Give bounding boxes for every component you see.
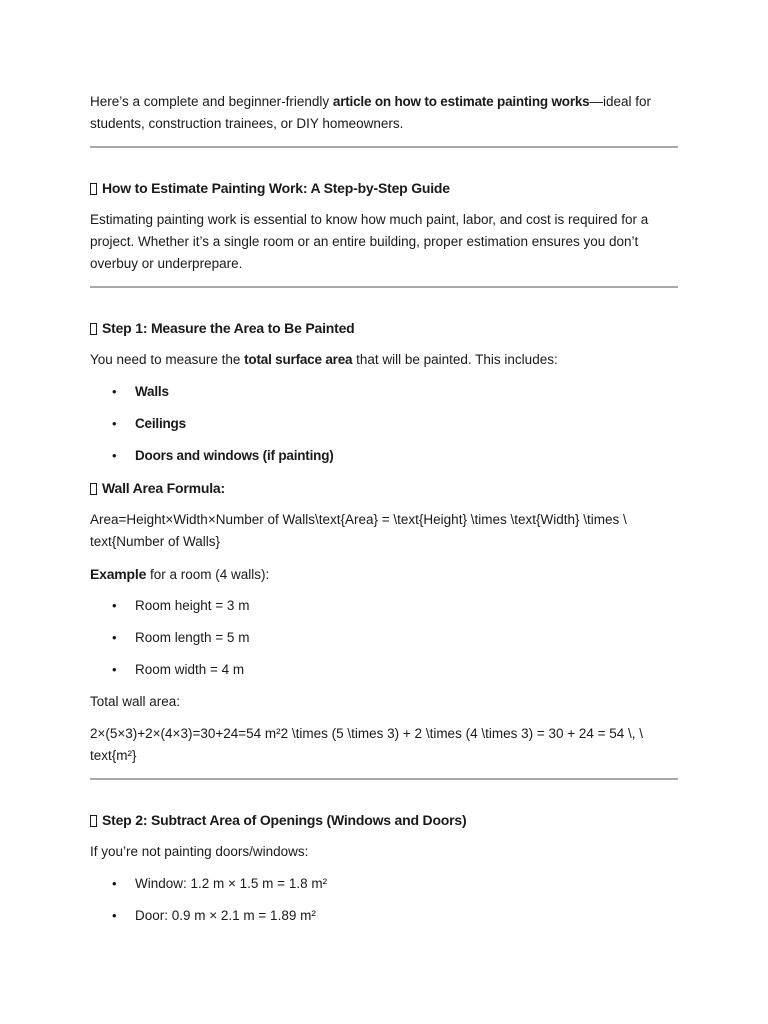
example-line [90,563,678,586]
step2-heading [90,809,678,831]
intro-text-end: —ideal for [589,94,652,109]
room-height: Room height = 3 m [135,598,250,613]
step1-intro-text: You need to measure the [90,352,245,367]
formula-heading [90,477,678,499]
bullet: • [112,448,117,463]
example-bold: Example [90,566,147,582]
opening-door: Door: 0.9 m × 2.1 m = 1.89 m² [135,908,316,923]
missing-glyph-icon [90,815,97,827]
divider [90,778,678,780]
bullet: • [112,908,117,923]
example-text: for a room (4 walls): [146,567,270,582]
bullet: • [112,416,117,431]
guide-para-line-1: Estimating painting work is essential to know how much paint, labor, and cost is required for a [90,212,649,227]
divider [90,286,678,288]
missing-glyph-icon [90,183,97,195]
guide-title: How to Estimate Painting Work: A Step-by-Step Guide [102,180,450,196]
step1-intro-bold: total surface area [244,352,353,367]
bullet: • [112,630,117,645]
room-width: Room width = 4 m [135,662,245,677]
step1-intro-text-end: that will be painted. This includes: [352,352,558,367]
missing-glyph-icon [90,483,97,495]
intro-line-1 [90,91,678,113]
bullet: • [112,598,117,613]
total-formula-line-1: 2×(5×3)+2×(4×3)=30+24=54 m²2 \times (5 \times 3) + 2 \times (4 \times 3) = 30 + 24 = 54 \, \ [90,726,644,741]
intro-bold-text: article on how to estimate painting works [332,94,590,109]
step2-intro: If you’re not painting doors/windows: [90,844,309,859]
room-length: Room length = 5 m [135,630,250,645]
guide-heading [90,177,678,199]
step2-title: Step 2: Subtract Area of Openings (Windows and Doors) [102,812,467,828]
opening-window: Window: 1.2 m × 1.5 m = 1.8 m² [135,876,328,891]
intro-text: Here’s a complete and beginner-friendly [90,94,333,109]
divider [90,146,678,148]
step1-heading [90,317,678,339]
formula-title: Wall Area Formula: [102,480,225,496]
missing-glyph-icon [90,323,97,335]
surface-ceilings: Ceilings [135,416,186,431]
step1-intro [90,349,678,371]
total-wall-area-label: Total wall area: [90,694,181,709]
step1-title: Step 1: Measure the Area to Be Painted [102,320,355,336]
bullet: • [112,662,117,677]
surface-doors-windows: Doors and windows (if painting) [135,448,334,463]
bullet: • [112,384,117,399]
guide-para-line-3: overbuy or underprepare. [90,256,243,271]
total-formula-line-2: text{m²} [90,748,137,763]
surface-walls: Walls [135,384,169,399]
formula-line-1: Area=Height×Width×Number of Walls\text{Area} = \text{Height} \times \text{Width} \times \ [90,512,627,527]
formula-line-2: text{Number of Walls} [90,534,221,549]
guide-para-line-2: project. Whether it’s a single room or an entire building, proper estimation ensures you don’t [90,234,639,249]
bullet: • [112,876,117,891]
intro-line-2: students, construction trainees, or DIY homeowners. [90,116,404,131]
